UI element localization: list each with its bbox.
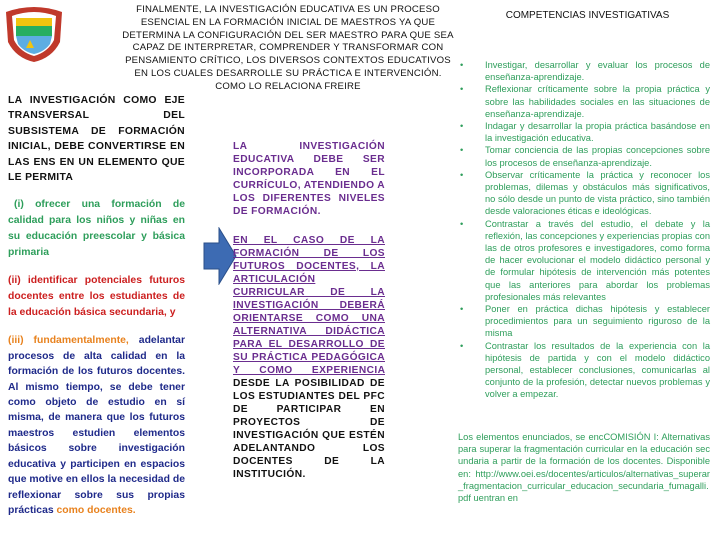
competency-text: Investigar, desarrollar y evaluar los procesos de enseñanza-aprendizaje. — [485, 60, 710, 83]
competency-text: Poner en práctica dichas hipótesis y establecer procedimientos para un seguimiento riguroso de la misma — [485, 304, 710, 339]
middle-para-2-rest: DESDE LA POSIBILIDAD DE LOS ESTUDIANTES DEL PFC DE PARTICIPAR EN PROYECTOS DE INVESTIGACIÓN QUE ESTÉN ADELANTANDO LOS DOCENTES DE LA INSTITUCIÓN. — [233, 378, 385, 480]
left-item-2: (ii) identificar potenciales futuros docentes entre los estudiantes de la educación básica secundaria, y — [8, 275, 185, 319]
competency-item — [455, 120, 710, 144]
competency-text: Reflexionar críticamente sobre la propia práctica y sobre las habilidades sociales en las situaciones de enseñanza-aprendizaje. — [485, 84, 710, 119]
competency-text: Tomar conciencia de las propias concepciones sobre los procesos de enseñanza-aprendizaje. — [485, 145, 710, 168]
left-column — [8, 93, 185, 530]
bullet-icon: • — [460, 340, 464, 351]
middle-para-2-underlined: EN EL CASO DE LA FORMACIÓN DE LOS FUTUROS DOCENTES, LA ARTICULACIÓN CURRICULAR DE LA INVESTIGACIÓN DEBERÁ ORIENTARSE COMO UNA ALTERNATIVA DIDÁCTICA PARA EL DESARROLLO DE SU PRÁCTICA PEDAGÓGICA Y COMO EXPERIENCIA — [233, 235, 385, 376]
competencies-list — [455, 59, 710, 401]
header-title: FINALMENTE, LA INVESTIGACIÓN EDUCATIVA ES UN PROCESO ESENCIAL EN LA FORMACIÓN INICIAL DE MAESTROS YA QUE DETERMINA LA CONFIGURACIÓN DEL SER MAESTRO PARA QUE SEA CAPAZ DE INTERPRETAR, COMPRENDER Y TRANSFORMAR CON PENSAMIENTO CRÍTICO, LOS DIVERSOS CONTEXTOS EDUCATIVOS EN LOS CUALES DESARROLLE SU PRÁCTICA E INTERVENCIÓN. COMO LO RELACIONA FREIRE — [122, 4, 454, 92]
competency-text: Indagar y desarrollar la propia práctica basándose en la investigación educativa. — [485, 121, 710, 144]
competency-item — [455, 83, 710, 120]
competency-item — [455, 340, 710, 401]
competency-item — [455, 169, 710, 218]
bullet-icon: • — [460, 169, 464, 180]
bullet-icon: • — [460, 60, 464, 70]
left-item-3-end: como docentes. — [56, 504, 136, 516]
institution-logo — [2, 4, 66, 64]
bullet-icon: • — [460, 304, 464, 315]
source-note: Los elementos enunciados, se encCOMISIÓN I: Alternativas para superar la fragmentación curricular en la educación secundaria a partir de la formación de los docentes. Disponible en: http://www.oei.es/docentes/articulos/alternativas_superar_fragmentacion_curricular_educacion_secundaria_fumagalli.pdf uentran en — [458, 432, 710, 504]
middle-para-2 — [233, 234, 385, 481]
competency-item — [455, 59, 710, 83]
left-item-3 — [8, 333, 185, 518]
left-item-3-body: adelantar procesos de alta calidad en la formación de los futuros docentes. Al mismo tiempo, se debe tener como objeto de estudio en sí misma, de manera que los futuros maestros estudien elementos básicos sobre investigación educativa y participen en espacios que motive en ellos la necesidad de reflexionar sobre sus propias prácticas — [8, 335, 186, 516]
left-item-3-lead: (iii) fundamentalmente, — [8, 335, 129, 347]
competency-item — [455, 144, 710, 168]
bullet-icon: • — [460, 121, 464, 132]
left-heading: LA INVESTIGACIÓN COMO EJE TRANSVERSAL DEL SUBSISTEMA DE FORMACIÓN INICIAL, DEBE CONVERTIRSE EN LAS ENS EN UN ELEMENTO QUE LE PERMITA — [8, 95, 185, 184]
competencies-title: COMPETENCIAS INVESTIGATIVAS — [505, 10, 670, 21]
competency-item — [455, 303, 710, 340]
middle-column — [233, 140, 385, 497]
bullet-icon: • — [460, 84, 464, 95]
competency-text: Contrastar a través del estudio, el debate y la reflexión, las concepciones y experiencias propias con las de otros profesores e investigadores, como forma de hacer evolucionar el modelo didáctico personal y de formular hipótesis de intervención más potentes que las anteriores para abordar los problemas profesionales más relevantes — [485, 218, 710, 302]
middle-para-1: LA INVESTIGACIÓN EDUCATIVA DEBE SER INCORPORADA EN EL CURRÍCULO, ATENDIENDO A LOS DIFERENTES NIVELES DE FORMACIÓN. — [233, 141, 386, 217]
competency-text: Contrastar los resultados de la experiencia con la hipótesis de partida y con el modelo didáctico personal, establecer conclusiones, comunicarlas al conjunto de la profesión, detectar nuevos problemas y volver a empezar. — [485, 340, 710, 400]
left-item-1: (i) ofrecer una formación de calidad para los niños y niñas en su educación preescolar y básica primaria — [8, 199, 185, 259]
bullet-icon: • — [460, 145, 464, 156]
competency-text: Observar críticamente la práctica y reconocer los problemas, dilemas y obstáculos más significativos, no sólo desde un punto de vista práctico, sino también desde valoraciones éticas e ideológicas. — [485, 169, 710, 217]
right-arrow-icon — [203, 227, 237, 285]
competency-item — [455, 218, 710, 303]
bullet-icon: • — [460, 218, 464, 229]
